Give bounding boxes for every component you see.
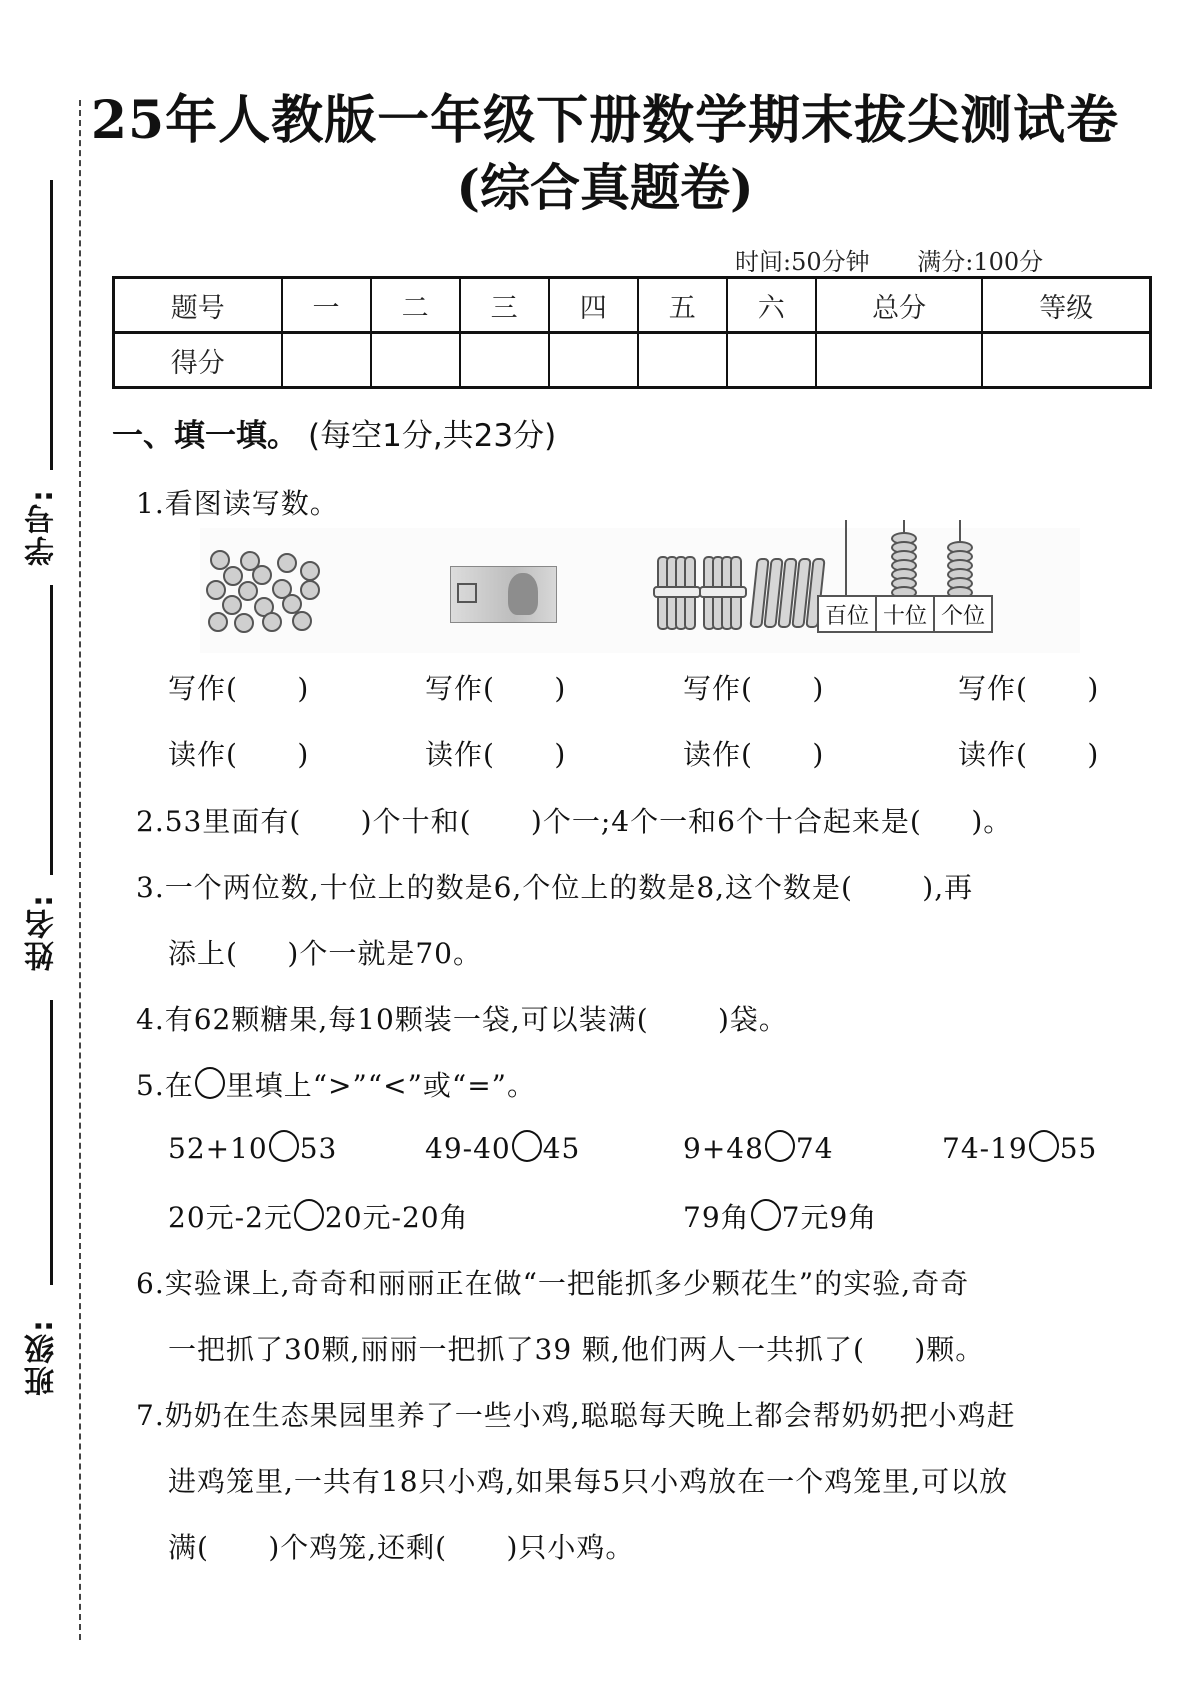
question-1-pictures [200, 528, 1080, 653]
score-header: 五 [638, 278, 727, 333]
binding-margin [0, 0, 90, 1684]
question-7-line-1: 7.奶奶在生态果园里养了一些小鸡,聪聪每天晚上都会帮奶奶把小鸡赶 [136, 1399, 1016, 1432]
time-limit: 时间:50分钟 [735, 248, 870, 276]
place-hundreds: 百位 [819, 597, 877, 631]
banknote-emblem [457, 583, 477, 603]
place-value-labels [817, 595, 993, 633]
write-answer-3[interactable]: 写作( ) [683, 672, 825, 705]
read-answer-4[interactable]: 读作( ) [958, 738, 1100, 771]
score-cell[interactable] [982, 333, 1150, 388]
question-7-line-3: 满( )个鸡笼,还剩( )只小鸡。 [168, 1531, 635, 1564]
page-title: 25年人教版一年级下册数学期末拔尖测试卷 [90, 90, 1120, 151]
cut-line [79, 100, 81, 1640]
score-header: 四 [549, 278, 638, 333]
portrait-icon [508, 573, 538, 615]
score-table-score-row [114, 333, 1151, 388]
student-id-line[interactable] [50, 180, 53, 470]
class-label: 班级: [25, 1318, 60, 1397]
place-tens: 十位 [877, 597, 935, 631]
compare-item [942, 1130, 1097, 1165]
section-title: 一、填一填。 [112, 418, 298, 454]
score-header: 一 [282, 278, 371, 333]
compare-left: 49-40 [425, 1132, 511, 1165]
q5-prompt-post: 里填上“>”“<”或“=”。 [225, 1069, 536, 1102]
circles-picture [200, 528, 330, 653]
circle-icon [195, 1067, 225, 1099]
compare-circle[interactable] [1029, 1130, 1059, 1162]
question-2: 2.53里面有( )个十和( )个一;4个一和6个十合起来是( )。 [136, 805, 1013, 838]
score-cell[interactable] [816, 333, 983, 388]
write-answer-2[interactable]: 写作( ) [425, 672, 567, 705]
compare-left: 74-19 [942, 1132, 1028, 1165]
exam-meta [735, 242, 1083, 277]
question-6-line-2: 一把抓了30颗,丽丽一把抓了39 颗,他们两人一共抓了( )颗。 [168, 1333, 985, 1366]
circle-icon [300, 580, 320, 600]
score-row-label: 得分 [114, 333, 282, 388]
sticks-picture [655, 528, 825, 653]
compare-right: 7元9角 [781, 1201, 878, 1234]
compare-circle[interactable] [269, 1130, 299, 1162]
score-cell[interactable] [460, 333, 549, 388]
score-cell[interactable] [549, 333, 638, 388]
score-table [112, 276, 1152, 389]
circle-icon [222, 595, 242, 615]
question-4: 4.有62颗糖果,每10颗装一袋,可以装满( )袋。 [136, 1003, 788, 1036]
compare-left: 20元-2元 [168, 1201, 293, 1234]
score-header: 等级 [982, 278, 1150, 333]
write-answer-1[interactable]: 写作( ) [168, 672, 310, 705]
abacus-picture [817, 520, 997, 650]
question-6-line-1: 6.实验课上,奇奇和丽丽正在做“一把能抓多少颗花生”的实验,奇奇 [136, 1267, 970, 1300]
read-answer-1[interactable]: 读作( ) [168, 738, 310, 771]
stick-bundle-icon [655, 556, 695, 630]
score-cell[interactable] [727, 333, 816, 388]
write-answer-4[interactable]: 写作( ) [958, 672, 1100, 705]
score-header: 六 [727, 278, 816, 333]
compare-item [168, 1196, 469, 1236]
circle-icon [206, 580, 226, 600]
circle-icon [208, 612, 228, 632]
compare-circle[interactable] [765, 1130, 795, 1162]
hundreds-rod [845, 520, 847, 598]
compare-left: 52+10 [168, 1132, 268, 1165]
score-cell[interactable] [282, 333, 371, 388]
compare-right: 45 [542, 1132, 581, 1165]
full-score: 满分:100分 [917, 248, 1044, 276]
circle-icon [238, 581, 258, 601]
question-3-line-1: 3.一个两位数,十位上的数是6,个位上的数是8,这个数是( ),再 [136, 871, 974, 904]
compare-circle[interactable] [751, 1199, 781, 1231]
compare-circle[interactable] [294, 1199, 324, 1231]
read-answer-3[interactable]: 读作( ) [683, 738, 825, 771]
question-7-line-2: 进鸡笼里,一共有18只小鸡,如果每5只小鸡放在一个鸡笼里,可以放 [168, 1465, 1009, 1498]
name-line-upper[interactable] [50, 585, 53, 875]
question-1-prompt: 1.看图读写数。 [136, 487, 339, 520]
compare-left: 9+48 [683, 1132, 764, 1165]
circle-icon [252, 565, 272, 585]
circle-icon [277, 553, 297, 573]
read-answer-2[interactable]: 读作( ) [425, 738, 567, 771]
score-header: 总分 [816, 278, 983, 333]
place-ones: 个位 [935, 597, 991, 631]
compare-item [168, 1130, 337, 1165]
compare-right: 55 [1059, 1132, 1098, 1165]
score-header: 题号 [114, 278, 282, 333]
compare-item [425, 1130, 580, 1165]
question-3-line-2: 添上( )个一就是70。 [168, 937, 482, 970]
compare-right: 74 [795, 1132, 834, 1165]
class-line[interactable] [50, 1000, 53, 1285]
score-table-header-row [114, 278, 1151, 333]
section-scoring-note: (每空1分,共23分) [308, 418, 557, 454]
compare-item [683, 1130, 834, 1165]
section-heading [112, 410, 556, 455]
score-cell[interactable] [638, 333, 727, 388]
student-id-label: 学号: [25, 488, 60, 567]
score-header: 三 [460, 278, 549, 333]
circle-icon [292, 611, 312, 631]
name-label: 姓名: [25, 893, 60, 972]
score-cell[interactable] [371, 333, 460, 388]
circle-icon [300, 561, 320, 581]
question-5-prompt [136, 1064, 536, 1104]
compare-circle[interactable] [512, 1130, 542, 1162]
banknote-icon [450, 566, 557, 623]
compare-item [683, 1196, 877, 1236]
compare-left: 79角 [683, 1201, 750, 1234]
page-subtitle: (综合真题卷) [456, 158, 754, 217]
circle-icon [262, 612, 282, 632]
q5-prompt-pre: 5.在 [136, 1069, 194, 1102]
stick-bundle-icon [701, 556, 741, 630]
circle-icon [234, 613, 254, 633]
compare-right: 20元-20角 [324, 1201, 469, 1234]
compare-right: 53 [299, 1132, 338, 1165]
score-header: 二 [371, 278, 460, 333]
